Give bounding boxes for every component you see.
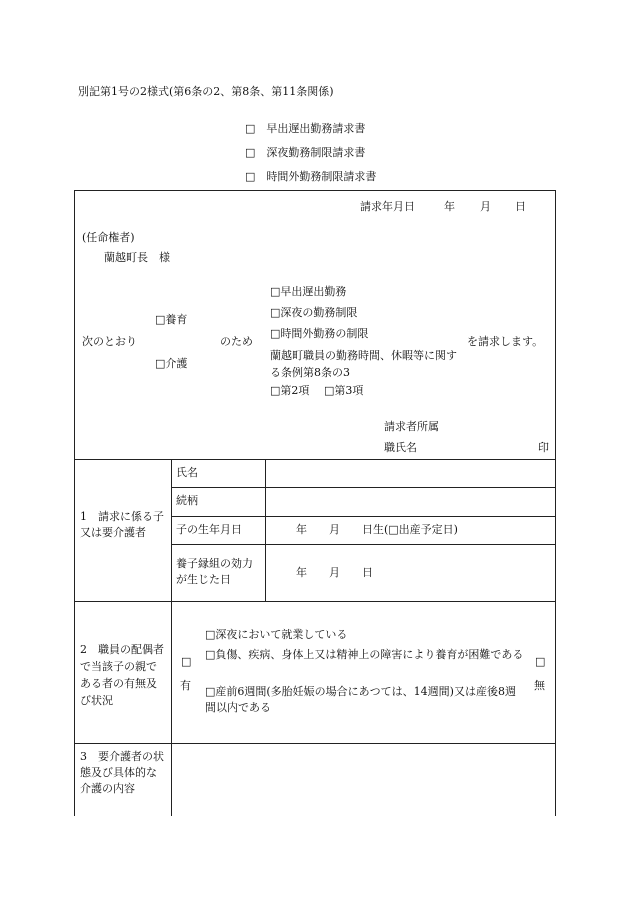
requester-name-label: 職氏名 [384, 441, 417, 454]
section1-row-name-label: 氏名 [176, 466, 198, 479]
table-right-border [555, 190, 556, 816]
date-label: 請求年月日 [360, 200, 415, 213]
date-day: 日 [515, 200, 526, 213]
spouse-yes-label: 有 [180, 679, 191, 692]
type-option-early-late[interactable]: □早出遅出勤務 [270, 285, 347, 298]
section1-label: 1 請求に係る子又は要介護者 [80, 510, 164, 539]
request-middle: のため [220, 335, 253, 348]
type-option-overtime[interactable]: □時間外勤務の制限 [270, 327, 369, 340]
title-option-early-late: □ 早出遅出勤務請求書 [245, 122, 366, 135]
title-option-night: □ 深夜勤務制限請求書 [245, 146, 366, 159]
form-reference: 別記第1号の2様式(第6条の2、第8条、第11条関係) [78, 85, 334, 98]
spouse-condition-night-work[interactable]: □深夜において就業している [205, 628, 348, 641]
section1-row-adoption-label: 養子縁組の効力が生じた日 [176, 557, 253, 586]
spouse-no-label: 無 [534, 679, 545, 692]
section1-row-line-1 [171, 487, 556, 488]
requester-dept-label: 請求者所属 [384, 420, 439, 433]
authority-label: (任命権者) [82, 231, 135, 244]
reason-option-childcare[interactable]: □養育 [155, 313, 188, 326]
request-prefix: 次のとおり [82, 335, 137, 348]
section1-row-birthdate-label: 子の生年月日 [176, 523, 242, 536]
section1-col-divider [171, 459, 172, 816]
section1-row-relation-label: 続柄 [176, 494, 198, 507]
section1-value-divider [265, 459, 266, 601]
section3-label: 3 要介護者の状態及び具体的な介護の内容 [80, 750, 164, 795]
spouse-condition-maternity[interactable]: □産前6週間(多胎妊娠の場合にあつては、14週間)又は産後8週間以内である [205, 685, 516, 714]
table-divider-2 [74, 601, 556, 602]
section2-label: 2 職員の配偶者で当該子の親である者の有無及び状況 [80, 643, 164, 707]
date-year: 年 [444, 200, 455, 213]
table-divider-1 [74, 459, 556, 460]
title-option-overtime: □ 時間外勤務制限請求書 [245, 170, 377, 183]
section1-row-line-3 [171, 544, 556, 545]
section1-row-birthdate-value[interactable]: 年 月 日生(□出産予定日) [296, 523, 458, 536]
spouse-condition-disability[interactable]: □負傷、疾病、身体上又は精神上の障害により養育が困難である [205, 648, 524, 661]
regulation-text: 蘭越町職員の勤務時間、休暇等に関する条例第8条の3 [270, 349, 457, 379]
reason-option-nursing[interactable]: □介護 [155, 357, 188, 370]
table-top-border [74, 190, 556, 191]
spouse-no-checkbox[interactable]: □ [535, 655, 546, 668]
date-month: 月 [480, 200, 491, 213]
request-suffix: を請求します。 [467, 335, 544, 348]
table-divider-3 [74, 743, 556, 744]
table-left-border [74, 190, 75, 816]
paragraph-option-3[interactable]: □第3項 [324, 384, 364, 397]
seal-mark: 印 [538, 441, 549, 454]
type-option-night[interactable]: □深夜の勤務制限 [270, 306, 358, 319]
paragraph-option-2[interactable]: □第2項 [270, 384, 310, 397]
spouse-yes-checkbox[interactable]: □ [181, 655, 192, 668]
authority-name: 蘭越町長 様 [104, 251, 170, 264]
section1-row-adoption-value[interactable]: 年 月 日 [296, 566, 373, 579]
section1-row-line-2 [171, 516, 556, 517]
